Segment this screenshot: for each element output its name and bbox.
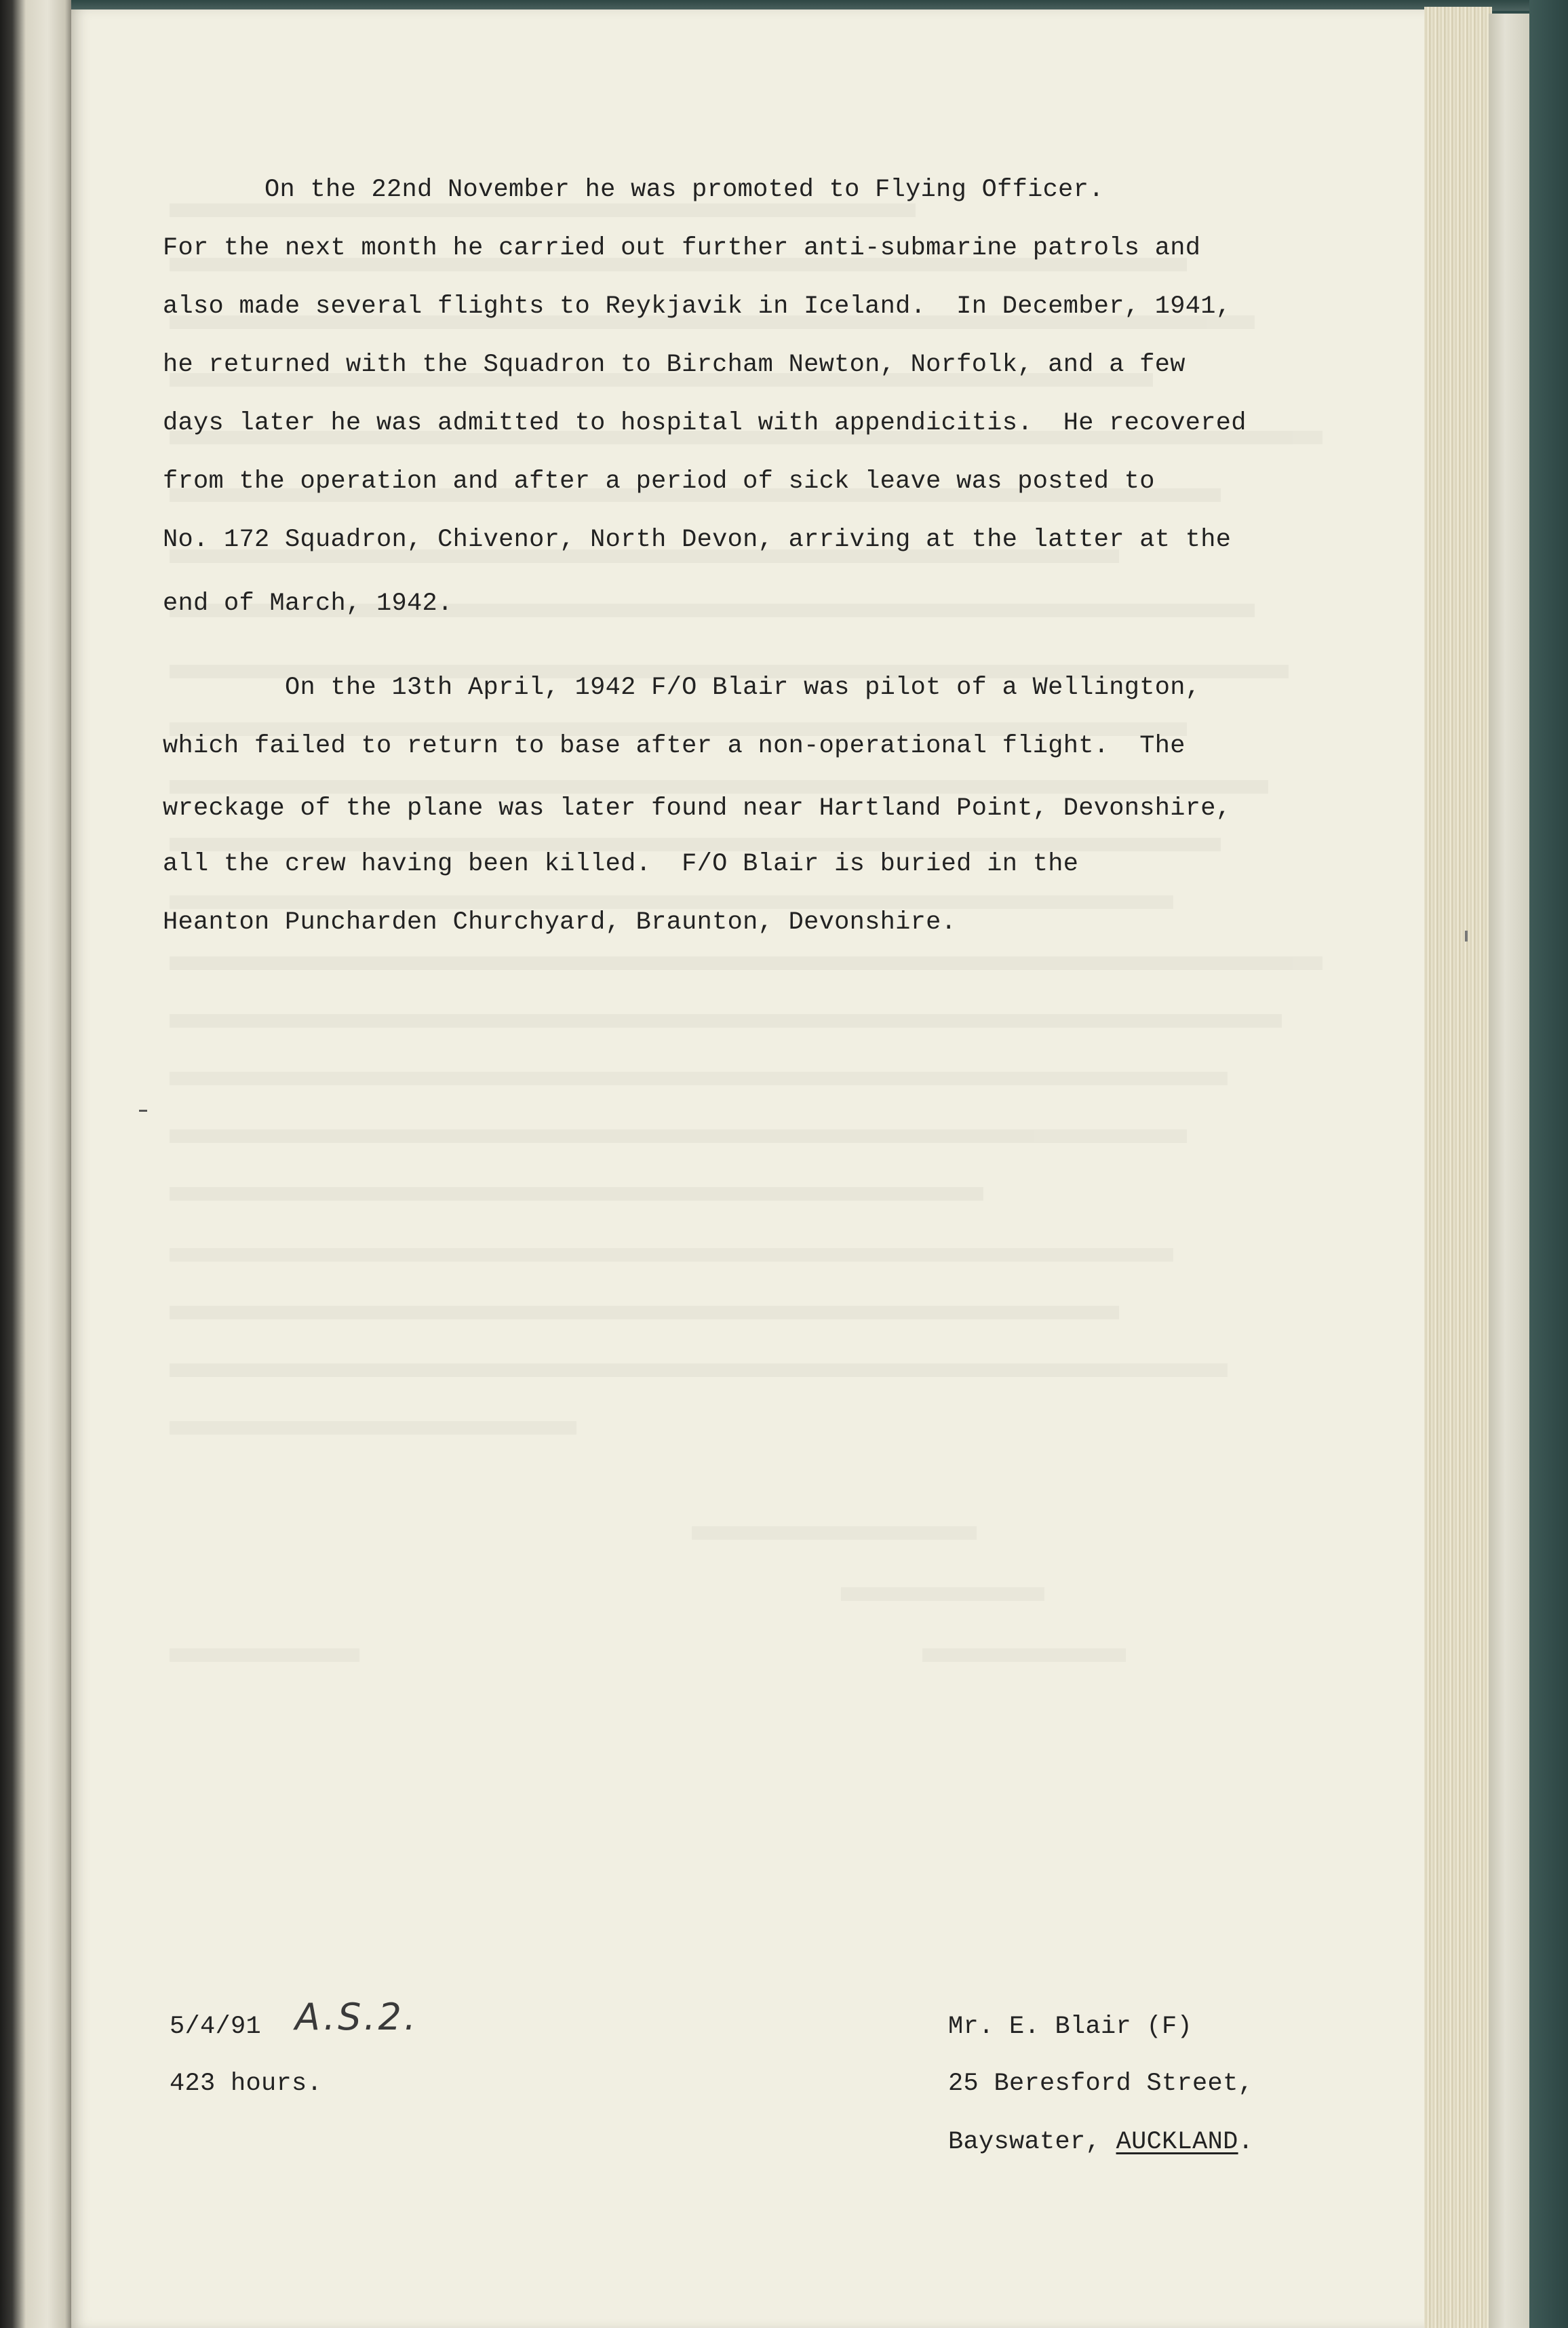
cover-board	[1489, 14, 1529, 2328]
paragraph-1-line-5: days later he was admitted to hospital with appendicitis. He recovered	[163, 409, 1247, 438]
binding-left-edge	[0, 0, 71, 2328]
recipient-city: AUCKLAND	[1116, 2128, 1238, 2156]
paragraph-1-line-8: end of March, 1942.	[163, 589, 453, 618]
margin-tick-mark	[139, 1110, 147, 1112]
paragraph-1-line-7: No. 172 Squadron, Chivenor, North Devon, arriving at the latter at the	[163, 526, 1232, 554]
paragraph-2-line-2: which failed to return to base after a non-operational flight. The	[163, 732, 1185, 760]
recipient-city-period: .	[1238, 2128, 1254, 2156]
recipient-locality	[948, 2127, 1253, 2157]
recipient-street: 25 Beresford Street,	[948, 2070, 1254, 2098]
recipient-suburb: Bayswater,	[948, 2128, 1101, 2156]
recipient-name: Mr. E. Blair (F)	[948, 2013, 1193, 2041]
edge-tick-mark	[1465, 931, 1468, 942]
paragraph-1-line-3: also made several flights to Reykjavik in Iceland. In December, 1941,	[163, 292, 1232, 321]
page-stack-edges	[1424, 7, 1492, 2328]
paragraph-1-line-2: For the next month he carried out further anti-submarine patrols and	[163, 234, 1201, 263]
paragraph-2-line-4: all the crew having been killed. F/O Blair is buried in the	[163, 850, 1079, 878]
handwritten-initials: A.S.2.	[295, 1996, 419, 2038]
paragraph-2-line-1: On the 13th April, 1942 F/O Blair was pilot of a Wellington,	[285, 674, 1201, 702]
footer-hours: 423 hours.	[170, 2070, 323, 2098]
paragraph-1-line-4: he returned with the Squadron to Bircham Newton, Norfolk, and a few	[163, 351, 1185, 379]
paragraph-1-line-1: On the 22nd November he was promoted to Flying Officer.	[264, 176, 1104, 204]
paragraph-1-line-6: from the operation and after a period of sick leave was posted to	[163, 467, 1155, 496]
binder-spine	[1529, 0, 1568, 2328]
paragraph-2-line-5: Heanton Puncharden Churchyard, Braunton, Devonshire.	[163, 908, 957, 937]
footer-date: 5/4/91	[170, 2013, 262, 2041]
paragraph-2-line-3: wreckage of the plane was later found near Hartland Point, Devonshire,	[163, 794, 1232, 823]
